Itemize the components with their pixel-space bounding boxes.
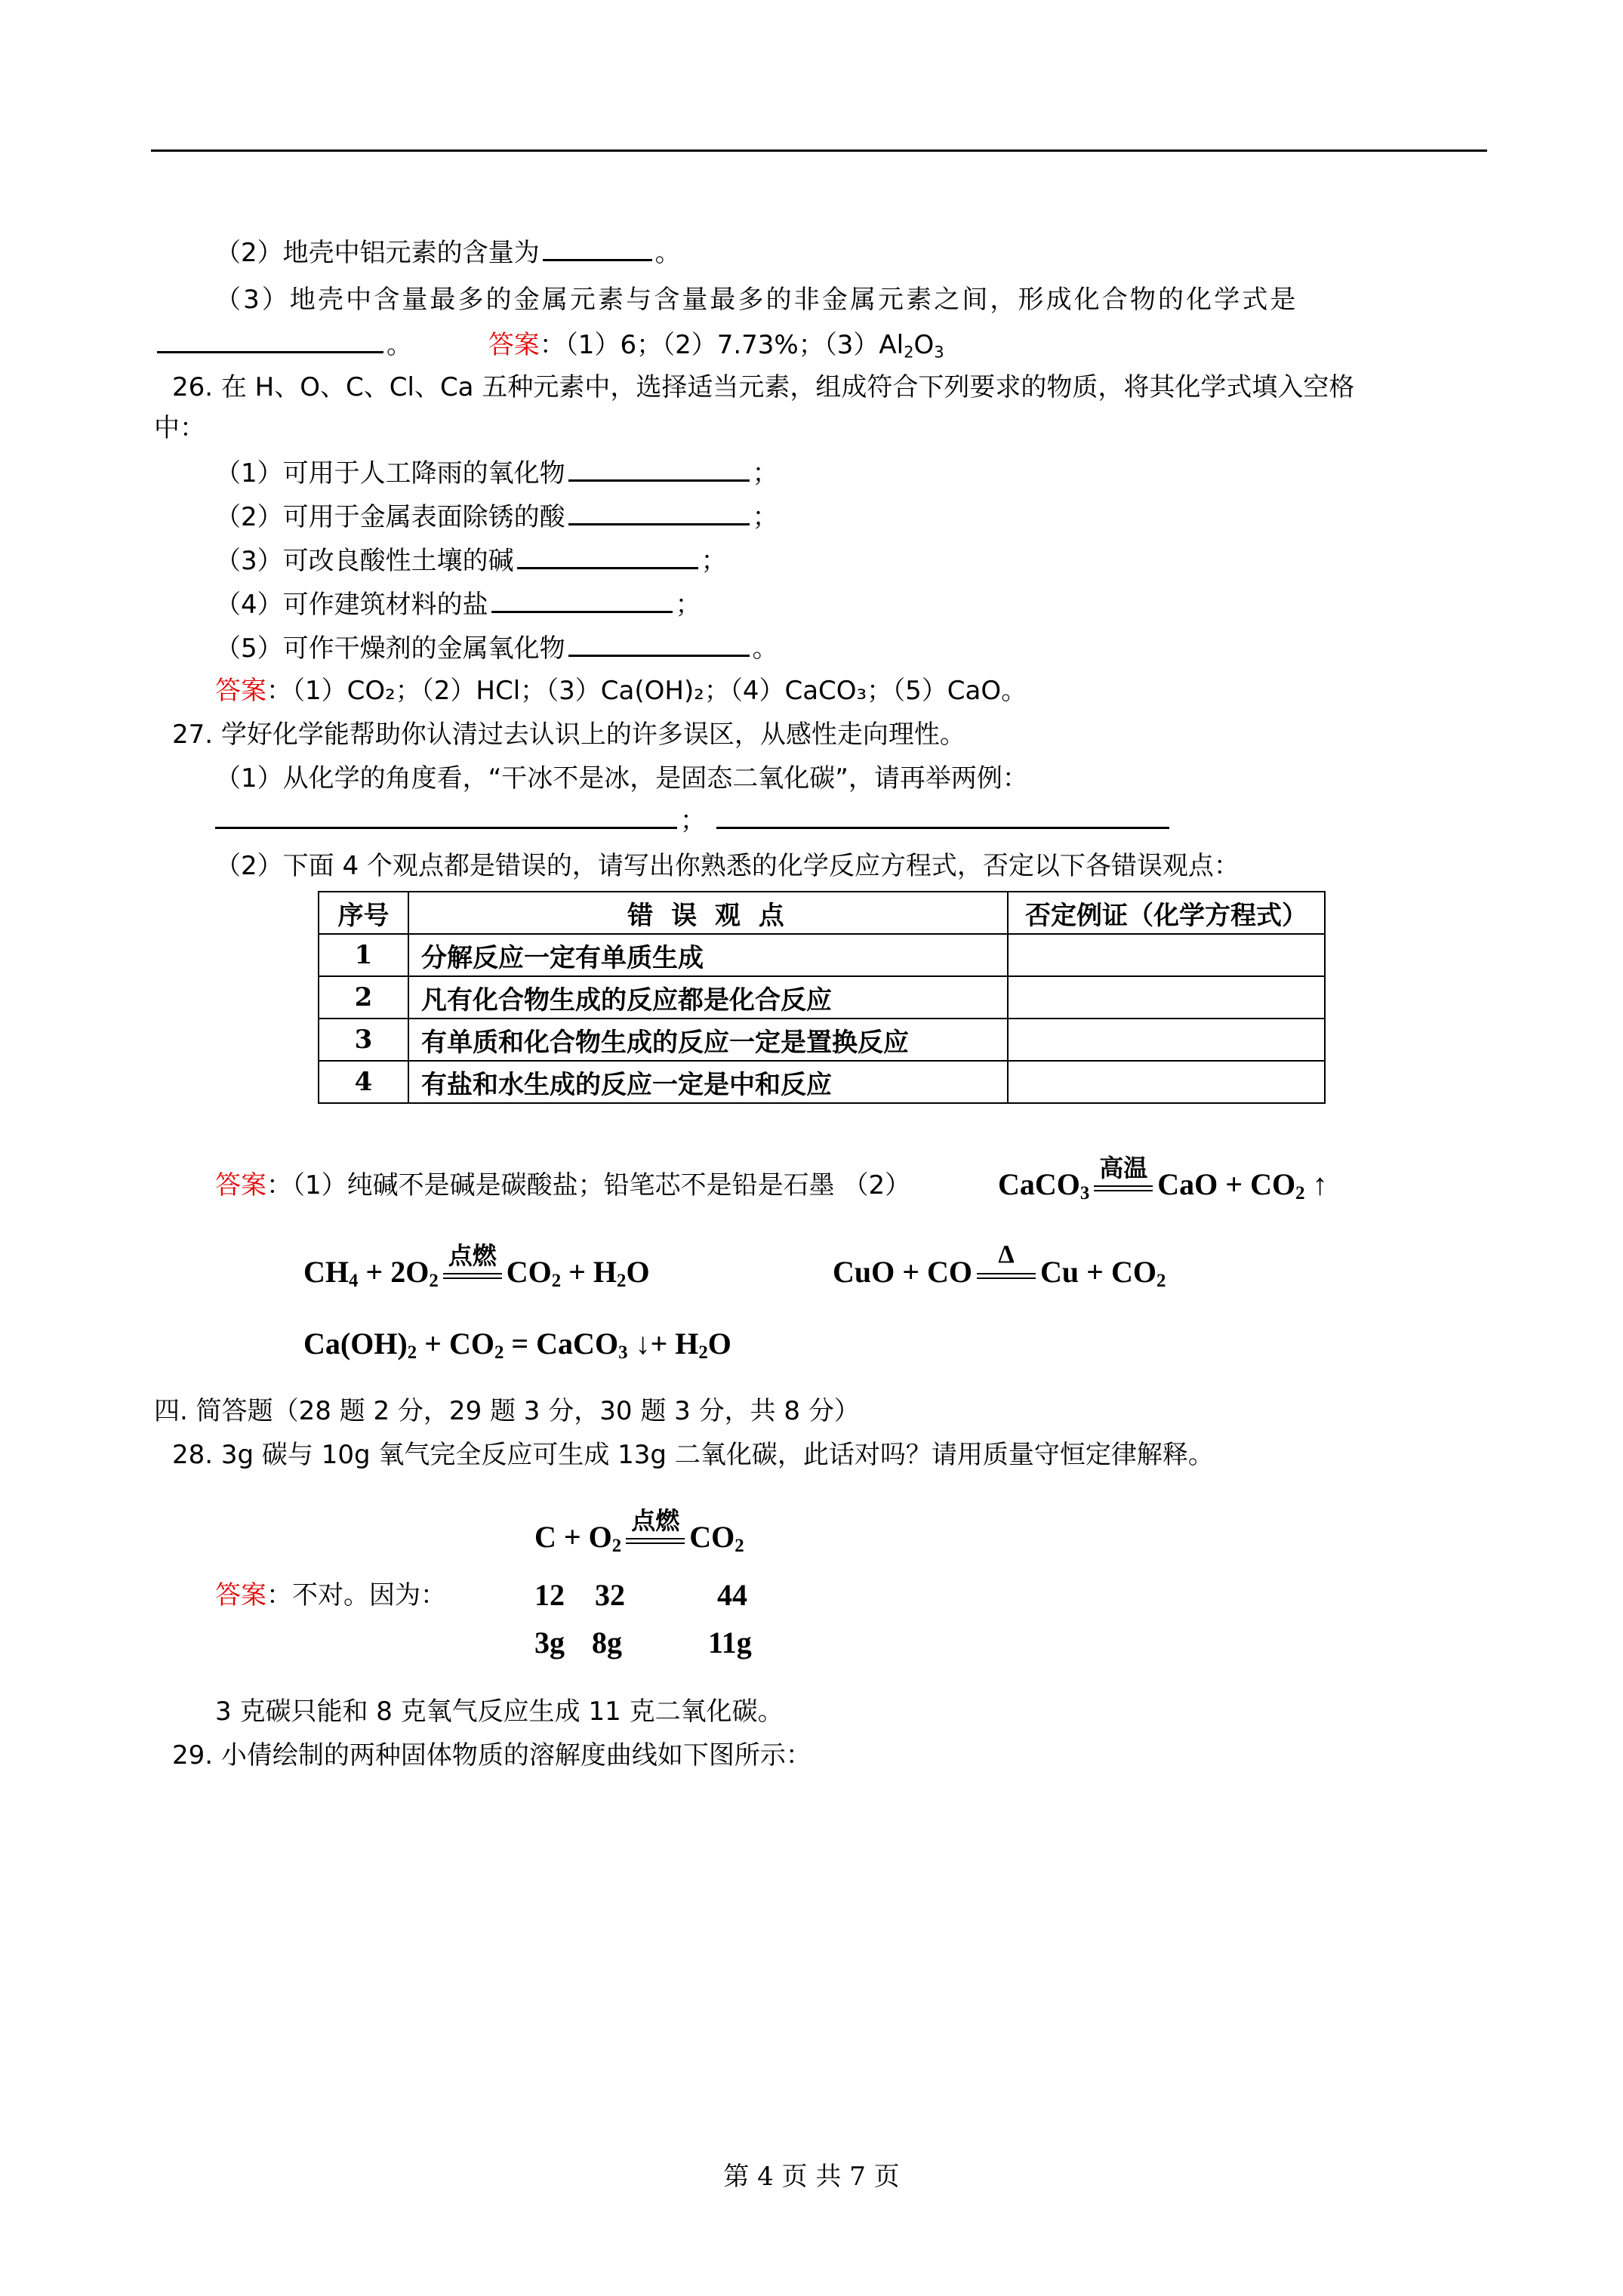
q27-answer: [215, 1170, 911, 1200]
header-rule: [151, 149, 1487, 152]
q28-stem: 28. 3g 碳与 10g 氧气完全反应可生成 13g 二氧化碳，此话对吗？请用质量守恒定律解释。: [172, 1440, 1214, 1470]
q28-mass-ratio-3: 44: [717, 1578, 747, 1612]
q25-part3: （3）地壳中含量最多的金属元素与含量最多的非金属元素之间，形成化合物的化学式是: [215, 285, 1298, 315]
q26-item-text: （5）可作干燥剂的金属氧化物: [215, 633, 565, 664]
eq-right: CO: [689, 1520, 735, 1554]
subscript: 2: [904, 342, 914, 362]
answer-label: 答案: [488, 330, 540, 360]
row-counterexample-cell[interactable]: [1008, 934, 1325, 976]
q26-item-5: [215, 633, 778, 664]
q25-answer-o: O: [913, 330, 935, 360]
answer-blank[interactable]: [517, 566, 698, 569]
row-index: 1: [319, 934, 408, 976]
subscript: 3: [934, 342, 944, 362]
answer-label: 答案: [215, 1170, 266, 1200]
row-counterexample-cell[interactable]: [1008, 1061, 1325, 1103]
row-view: 凡有化合物生成的反应都是化合反应: [408, 976, 1008, 1019]
section-4-title: 四. 简答题（28 题 2 分，29 题 3 分，30 题 3 分，共 8 分）: [154, 1396, 860, 1426]
row-counterexample-cell[interactable]: [1008, 1019, 1325, 1061]
q27-part1: （1）从化学的角度看，“干冰不是冰，是固态二氧化碳”，请再举两例：: [215, 763, 1028, 794]
col-header-counterexample: 否定例证（化学方程式）: [1008, 892, 1325, 934]
q28-mass-2: 8g: [592, 1626, 622, 1660]
eq-right: Cu + CO: [1040, 1255, 1156, 1289]
equation-1: CaCO$_3$ 高温 CaO + $CO_2$ ↑: [998, 1154, 1328, 1204]
q28-mass-1: 3g: [534, 1626, 565, 1660]
q27-part1-blanks: [215, 808, 1172, 834]
q28-mass-3: 11g: [708, 1626, 752, 1660]
condition-text: 点燃: [448, 1241, 497, 1271]
condition-text: Δ: [998, 1240, 1015, 1269]
q26-answer: [215, 678, 1027, 704]
q29-stem: 29. 小倩绘制的两种固体物质的溶解度曲线如下图所示：: [172, 1740, 812, 1771]
answer-label: 答案: [215, 676, 266, 706]
row-index: 2: [319, 976, 408, 1019]
row-counterexample-cell[interactable]: [1008, 976, 1325, 1019]
answer-blank[interactable]: [543, 258, 652, 261]
q27-answer-text: ：（1）纯碱不是碱是碳酸盐；铅笔芯不是铅是石墨 （2）: [266, 1170, 911, 1200]
q28-answer: [215, 1580, 446, 1610]
answer-blank[interactable]: [716, 826, 1169, 829]
q26-item-text: （1）可用于人工降雨的氧化物: [215, 458, 565, 488]
table-row: [319, 1019, 1325, 1061]
answer-blank[interactable]: [157, 350, 383, 353]
answer-blank[interactable]: [568, 654, 750, 657]
table-row: [319, 1061, 1325, 1103]
eq-left: CaCO: [998, 1167, 1080, 1201]
q28-answer-text: ：不对。因为：: [266, 1580, 446, 1610]
q25-part3-line2: [154, 330, 944, 362]
answer-blank[interactable]: [568, 522, 750, 525]
q26-item-end: ；: [701, 546, 727, 576]
equation-4: $Ca(OH)_2 + CO_2$ = CaCO$_3$ ↓+ $H_2O$: [303, 1327, 731, 1364]
equation-3: CuO + CO Δ $Cu + CO_2$: [833, 1240, 1166, 1292]
q26-stem: 26. 在 H、O、C、Cl、Ca 五种元素中，选择适当元素，组成符合下列要求的物质，将其化学式填入空格: [172, 372, 1355, 402]
eq-left: CH: [303, 1255, 349, 1289]
error-views-table: [318, 891, 1326, 1104]
col-header-index: 序号: [319, 892, 408, 934]
eq-right: CO: [506, 1255, 552, 1289]
row-index: 4: [319, 1061, 408, 1103]
q28-mass-ratio-2: 32: [595, 1578, 625, 1612]
col-header-view: 错 误 观 点: [408, 892, 1008, 934]
reaction-condition: [1094, 1154, 1153, 1188]
eq-right: CaO + CO: [1157, 1167, 1296, 1201]
q27-part2: （2）下面 4 个观点都是错误的，请写出你熟悉的化学反应方程式，否定以下各错误观点：: [215, 851, 1240, 881]
page-footer: 第 4 页 共 7 页: [723, 2162, 900, 2192]
gas-up-arrow-icon: ↑: [1312, 1167, 1328, 1201]
q28-equation: $C + O_2$ 点燃 $CO_2$: [534, 1506, 744, 1557]
q26-item-2: [215, 504, 778, 530]
q26-item-4: [215, 592, 701, 618]
row-view: 有单质和化合物生成的反应一定是置换反应: [408, 1019, 1008, 1061]
table-header-row: [319, 892, 1325, 934]
q25-part2-end: 。: [654, 238, 681, 268]
equation-2: $CH_4 + 2O_2$ 点燃 $CO_2 + H_2O$: [303, 1241, 650, 1292]
q25-part2: [215, 240, 681, 266]
table-row: [319, 976, 1325, 1019]
answer-blank[interactable]: [568, 479, 750, 482]
q25-part2-text: （2）地壳中铝元素的含量为: [215, 238, 540, 268]
q25-part3-end: 。: [387, 330, 412, 360]
answer-blank[interactable]: [491, 610, 673, 613]
q26-item-text: （2）可用于金属表面除锈的酸: [215, 502, 565, 532]
condition-text: 点燃: [631, 1506, 680, 1536]
eq-left: CuO + CO: [833, 1255, 973, 1289]
row-view: 分解反应一定有单质生成: [408, 934, 1008, 976]
q27-stem: 27. 学好化学能帮助你认清过去认识上的许多误区，从感性走向理性。: [172, 720, 965, 750]
row-view: 有盐和水生成的反应一定是中和反应: [408, 1061, 1008, 1103]
eq-left: Ca(OH): [303, 1327, 408, 1361]
reaction-condition: [626, 1506, 685, 1540]
reaction-condition: [977, 1240, 1036, 1275]
q26-item-text: （4）可作建筑材料的盐: [215, 590, 488, 620]
q26-item-end: ；: [752, 502, 778, 532]
answer-label: 答案: [215, 1580, 266, 1610]
q26-item-1: [215, 458, 778, 488]
q27-separator: ；: [680, 806, 706, 836]
q26-item-end: ；: [675, 590, 701, 620]
q28-mass-ratio-1: 12: [534, 1578, 565, 1612]
q26-item-end: 。: [752, 633, 778, 664]
q26-item-end: ；: [752, 458, 778, 488]
q25-answer-text: ：（1）6；（2）7.73%；（3）Al: [539, 330, 904, 360]
precipitate-down-arrow-icon: ↓: [635, 1327, 651, 1361]
eq-left: C + O: [534, 1520, 612, 1554]
reaction-condition: [443, 1241, 502, 1275]
row-index: 3: [319, 1019, 408, 1061]
q26-item-text: （3）可改良酸性土壤的碱: [215, 546, 514, 576]
q26-stem-line2: 中：: [154, 413, 205, 443]
q26-answer-text: ：（1）CO₂；（2）HCl；（3）Ca(OH)₂；（4）CaCO₃；（5）CaO。: [266, 676, 1027, 706]
answer-blank[interactable]: [215, 826, 677, 829]
condition-text: 高温: [1099, 1154, 1148, 1183]
q26-item-3: [215, 548, 727, 574]
table-row: [319, 934, 1325, 976]
q28-conclusion: 3 克碳只能和 8 克氧气反应生成 11 克二氧化碳。: [215, 1697, 784, 1727]
